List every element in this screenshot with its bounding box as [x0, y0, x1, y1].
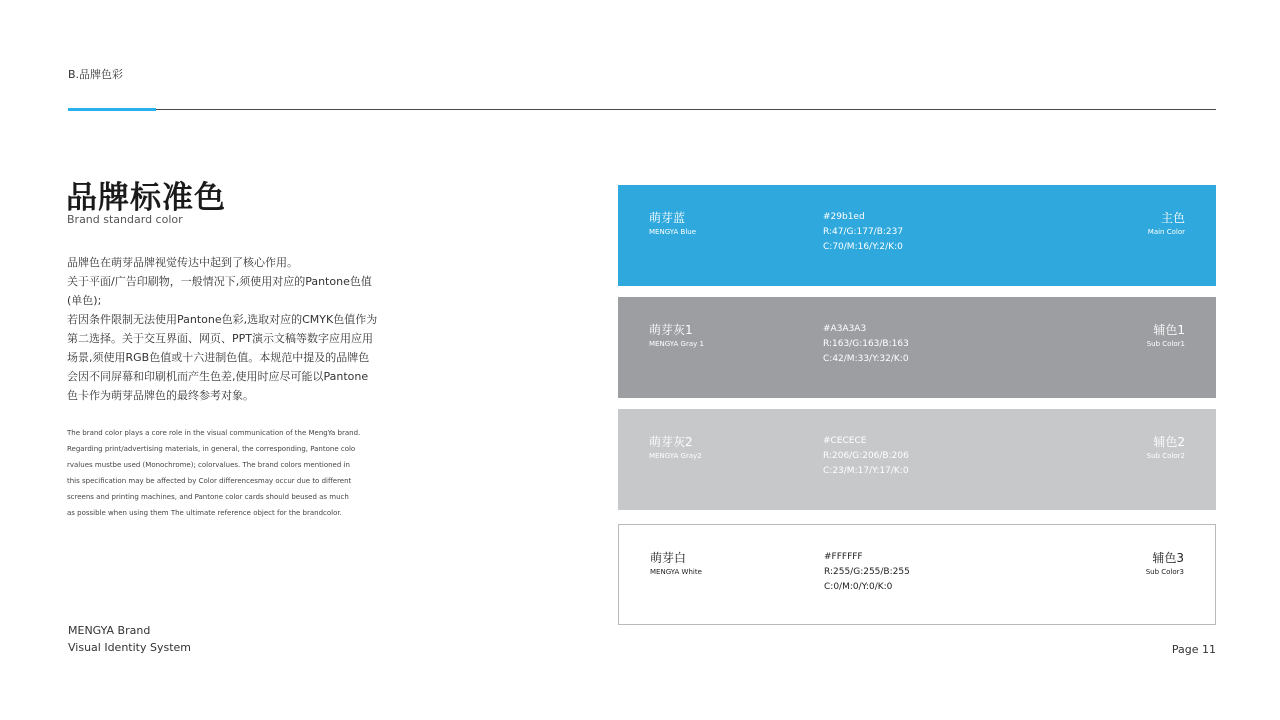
swatch-role-en: Sub Color3 — [1145, 568, 1184, 576]
swatch-cmyk: C:42/M:33/Y:32/K:0 — [823, 354, 909, 364]
description-en-line: The brand color plays a core role in the visual communication of the MengYa brand. — [67, 429, 361, 437]
swatch-hex: #CECECE — [823, 436, 867, 446]
swatch-name: 萌芽灰2 — [649, 435, 693, 449]
description-cn-line: (单色); — [67, 294, 102, 307]
swatch-role: 辅色2 — [1153, 435, 1185, 449]
swatch-mengya-gray-2 — [618, 409, 1216, 510]
swatch-rgb: R:47/G:177/B:237 — [823, 227, 904, 237]
footer-brand — [68, 622, 191, 656]
swatch-cmyk: C:23/M:17/Y:17/K:0 — [823, 466, 909, 476]
swatch-mengya-blue — [618, 185, 1216, 286]
swatch-name: 萌芽灰1 — [649, 323, 693, 337]
swatch-role-en: Sub Color2 — [1146, 452, 1185, 460]
header-divider-accent — [68, 108, 156, 111]
swatch-role-en: Main Color — [1147, 228, 1185, 236]
swatch-name: 萌芽蓝 — [649, 211, 686, 225]
swatch-rgb: R:206/G:206/B:206 — [823, 451, 909, 461]
description-en — [67, 425, 387, 521]
description-en-line: as possible when using them The ultimate reference object for the brandcolor. — [67, 509, 342, 517]
swatch-name-en: MENGYA Gray2 — [649, 452, 702, 460]
swatch-hex: #A3A3A3 — [823, 324, 867, 334]
swatch-values — [824, 550, 910, 595]
page-number: Page 11 — [1171, 643, 1216, 656]
description-cn-line: 关于平面/广告印刷物，一般情况下,须使用对应的Pantone色值 — [67, 275, 372, 288]
swatch-values — [823, 322, 909, 367]
swatch-name-en: MENGYA Gray 1 — [649, 340, 704, 348]
swatch-name-en: MENGYA Blue — [649, 228, 697, 236]
swatch-name-en: MENGYA White — [650, 568, 702, 576]
swatch-role: 辅色3 — [1152, 551, 1184, 565]
swatch-values — [823, 210, 903, 255]
page-title: 品牌标准色 — [66, 180, 226, 216]
description-cn — [67, 253, 387, 405]
swatch-name: 萌芽白 — [650, 551, 687, 565]
swatch-hex: #29b1ed — [823, 212, 865, 222]
swatch-cmyk: C:70/M:16/Y:2/K:0 — [823, 242, 903, 252]
swatch-role: 辅色1 — [1153, 323, 1185, 337]
swatch-mengya-gray-1 — [618, 297, 1216, 398]
footer-brand-line: MENGYA Brand — [68, 624, 151, 637]
footer-brand-line: Visual Identity System — [68, 641, 192, 654]
description-en-line: this specification may be affected by Color differencesmay occur due to different — [67, 477, 352, 485]
description-cn-line: 会因不同屏幕和印刷机而产生色差,使用时应尽可能以Pantone — [67, 370, 369, 383]
description-en-line: rvalues mustbe used (Monochrome); colorvalues. The brand colors mentioned in — [67, 461, 350, 469]
swatch-hex: #FFFFFF — [824, 552, 863, 562]
description-cn-line: 品牌色在萌芽品牌视觉传达中起到了核心作用。 — [67, 256, 298, 269]
header-divider — [68, 109, 1216, 110]
description-en-line: Regarding print/advertising materials, in general, the corresponding, Pantone colo — [67, 445, 356, 453]
swatch-rgb: R:255/G:255/B:255 — [824, 567, 910, 577]
page-subtitle: Brand standard color — [67, 213, 183, 226]
swatch-role: 主色 — [1160, 211, 1185, 225]
description-cn-line: 色卡作为萌芽品牌色的最终参考对象。 — [67, 389, 254, 402]
swatch-role-en: Sub Color1 — [1146, 340, 1185, 348]
description-cn-line: 第二选择。关于交互界面、网页、PPT演示文稿等数字应用应用 — [67, 332, 373, 345]
swatch-mengya-white — [618, 524, 1216, 625]
description-cn-line: 若因条件限制无法使用Pantone色彩,选取对应的CMYK色值作为 — [67, 313, 378, 326]
swatch-values — [823, 434, 909, 479]
section-label: B.品牌色彩 — [68, 68, 124, 81]
description-cn-line: 场景,须使用RGB色值或十六进制色值。本规范中提及的品牌色 — [67, 351, 370, 364]
swatch-cmyk: C:0/M:0/Y:0/K:0 — [824, 582, 893, 592]
description-en-line: screens and printing machines, and Pantone color cards should beused as much — [67, 493, 349, 501]
swatch-rgb: R:163/G:163/B:163 — [823, 339, 909, 349]
